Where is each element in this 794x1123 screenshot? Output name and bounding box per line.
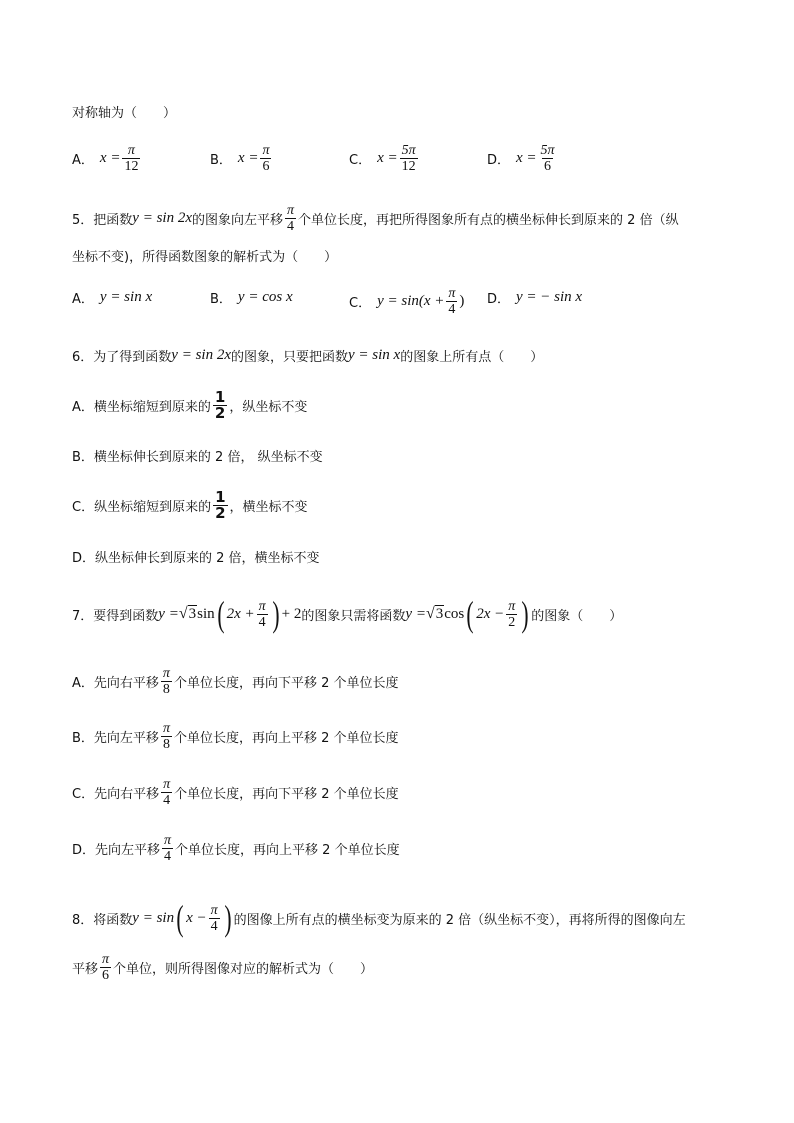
math-expr: 2x − bbox=[476, 605, 505, 622]
fraction bbox=[213, 490, 227, 521]
q6-option-b[interactable] bbox=[72, 446, 323, 465]
option-label: C． bbox=[349, 296, 372, 311]
option-text: ，横坐标不变 bbox=[229, 500, 308, 515]
fraction bbox=[100, 952, 111, 983]
denominator: 4 bbox=[287, 219, 295, 234]
fraction bbox=[161, 777, 172, 808]
q5-option-a[interactable] bbox=[72, 288, 152, 307]
stem-text: 平移 bbox=[72, 962, 99, 977]
option-label: C． bbox=[349, 153, 372, 168]
math-expr: y = sin 2x bbox=[171, 347, 231, 363]
fraction bbox=[539, 143, 557, 174]
option-text: 纵坐标缩短到原来的 bbox=[94, 500, 212, 515]
q8-stem-line1 bbox=[72, 900, 686, 936]
option-text: 先向右平移 bbox=[93, 676, 159, 691]
left-paren: ( bbox=[466, 594, 474, 634]
q5-stem-line2 bbox=[72, 246, 337, 265]
q7-option-b[interactable] bbox=[72, 721, 399, 752]
stem-text: 把函数 bbox=[93, 213, 133, 228]
option-text: ，纵坐标不变 bbox=[229, 400, 308, 415]
option-label: D． bbox=[72, 843, 96, 858]
option-text: 个单位长度，再向上平移 2 个单位长度 bbox=[173, 731, 399, 746]
stem-text: 的图像上所有点的横坐标变为原来的 2 倍（纵坐标不变），再将所得的图像向左 bbox=[233, 912, 686, 928]
option-label: D． bbox=[72, 551, 96, 566]
stem-text: 的图象向左平移 bbox=[192, 213, 284, 228]
stem-text: 要得到函数 bbox=[93, 608, 159, 624]
q5-stem-line1 bbox=[72, 203, 679, 234]
numerator: 1 bbox=[215, 488, 226, 506]
math-expr: y = sin x bbox=[348, 347, 401, 363]
fraction bbox=[162, 833, 173, 864]
stem-text: 的图象上所有点（ ） bbox=[400, 350, 544, 365]
math-func: cos bbox=[444, 605, 465, 622]
stem-text: 将函数 bbox=[93, 912, 133, 928]
q4-stem-text: 对称轴为（ ） bbox=[72, 106, 177, 121]
left-paren: ( bbox=[176, 898, 184, 938]
option-text: 先向左平移 bbox=[95, 843, 161, 858]
numerator: π bbox=[164, 833, 172, 848]
numerator: 1 bbox=[214, 388, 226, 406]
numerator: π bbox=[262, 143, 270, 158]
right-paren: ) bbox=[272, 594, 280, 634]
right-paren: ) bbox=[521, 594, 529, 634]
numerator: π bbox=[287, 203, 295, 218]
denominator: 6 bbox=[262, 159, 270, 174]
denominator: 2 bbox=[508, 614, 516, 630]
fraction bbox=[400, 143, 418, 174]
q7-option-c[interactable] bbox=[72, 777, 399, 808]
q7-option-a[interactable] bbox=[72, 666, 398, 697]
option-text: 个单位长度，再向下平移 2 个单位长度 bbox=[173, 676, 399, 691]
option-label: B． bbox=[210, 292, 232, 307]
stem-text: 个单位长度，再把所得图象所有点的横坐标伸长到原来的 2 倍（纵 bbox=[298, 213, 679, 228]
radicand: 3 bbox=[435, 606, 444, 622]
fraction bbox=[506, 599, 517, 630]
denominator: 4 bbox=[448, 302, 456, 317]
math-expr: ) bbox=[459, 293, 465, 309]
numerator: π bbox=[258, 598, 266, 614]
q6-option-c[interactable] bbox=[72, 490, 308, 521]
option-text: 纵坐标伸长到原来的 2 倍，横坐标不变 bbox=[95, 551, 320, 566]
question-number: 7． bbox=[72, 608, 94, 624]
fraction bbox=[257, 599, 268, 630]
fraction bbox=[260, 143, 271, 174]
option-label: C． bbox=[72, 787, 95, 802]
fraction bbox=[446, 286, 457, 317]
stem-text: 的图象，只要把函数 bbox=[231, 350, 349, 365]
q5-option-c[interactable] bbox=[349, 286, 464, 317]
question-number: 8． bbox=[72, 912, 94, 928]
denominator: 12 bbox=[401, 159, 416, 174]
math-expr: y = sin x bbox=[99, 289, 153, 305]
q4-option-c[interactable] bbox=[349, 143, 420, 174]
stem-text: 个单位，则所得图像对应的解析式为（ ） bbox=[113, 962, 374, 977]
math-expr: y = sin bbox=[132, 909, 175, 926]
denominator: 4 bbox=[164, 849, 172, 864]
q4-option-a[interactable] bbox=[72, 143, 142, 174]
question-number: 6． bbox=[72, 350, 94, 365]
q8-stem-line2 bbox=[72, 952, 373, 983]
numerator: π bbox=[162, 666, 170, 681]
denominator: 6 bbox=[102, 968, 110, 983]
option-label: D． bbox=[487, 153, 511, 168]
numerator: 5π bbox=[401, 143, 416, 158]
q7-stem bbox=[72, 596, 622, 632]
numerator: π bbox=[210, 902, 218, 918]
fraction bbox=[209, 903, 220, 934]
q4-option-d[interactable] bbox=[487, 143, 559, 174]
right-paren: ) bbox=[224, 898, 232, 938]
denominator: 12 bbox=[124, 159, 139, 174]
math-expr: y = bbox=[158, 605, 179, 622]
q5-option-b[interactable] bbox=[210, 288, 293, 307]
q4-stem-tail bbox=[72, 102, 176, 121]
fraction bbox=[161, 721, 172, 752]
q5-option-d[interactable] bbox=[487, 288, 582, 307]
option-text: 个单位长度，再向上平移 2 个单位长度 bbox=[175, 843, 400, 858]
math-lhs: x = bbox=[377, 150, 398, 166]
stem-text: 的图象（ ） bbox=[531, 608, 623, 624]
math-expr: x − bbox=[186, 909, 207, 926]
fraction bbox=[122, 143, 140, 174]
option-text: 先向右平移 bbox=[94, 787, 160, 802]
option-text: 先向左平移 bbox=[93, 731, 159, 746]
option-text: 个单位长度，再向下平移 2 个单位长度 bbox=[174, 787, 399, 802]
q4-option-b[interactable] bbox=[210, 143, 273, 174]
sqrt-symbol: √ 3 bbox=[178, 605, 197, 622]
denominator: 8 bbox=[162, 682, 170, 697]
sqrt-symbol: √ 3 bbox=[425, 605, 444, 622]
option-label: A． bbox=[72, 153, 94, 168]
option-label: A． bbox=[72, 400, 94, 415]
fraction bbox=[161, 666, 172, 697]
q7-option-d[interactable] bbox=[72, 833, 400, 864]
denominator: 8 bbox=[162, 737, 170, 752]
denominator: 2 bbox=[214, 404, 226, 422]
numerator: 5π bbox=[540, 143, 555, 158]
q6-stem bbox=[72, 346, 543, 365]
denominator: 4 bbox=[163, 793, 171, 808]
denominator: 4 bbox=[258, 614, 266, 630]
math-lhs: x = bbox=[516, 150, 537, 166]
q6-option-a[interactable] bbox=[72, 390, 307, 421]
left-paren: ( bbox=[217, 594, 225, 634]
math-expr: 2x + bbox=[226, 605, 255, 622]
option-label: C． bbox=[72, 500, 95, 515]
option-label: A． bbox=[72, 676, 94, 691]
math-expr: y = sin 2x bbox=[132, 210, 192, 226]
fraction bbox=[213, 390, 227, 421]
option-text: 横坐标伸长到原来的 2 倍， 纵坐标不变 bbox=[93, 450, 323, 465]
q6-option-d[interactable] bbox=[72, 547, 320, 566]
denominator: 4 bbox=[210, 918, 218, 934]
numerator: π bbox=[163, 777, 171, 792]
radicand: 3 bbox=[188, 606, 197, 622]
stem-text: 为了得到函数 bbox=[93, 350, 172, 365]
numerator: π bbox=[127, 143, 135, 158]
option-label: B． bbox=[210, 153, 232, 168]
numerator: π bbox=[102, 952, 110, 967]
numerator: π bbox=[448, 286, 456, 301]
math-func: sin bbox=[197, 605, 215, 622]
numerator: π bbox=[162, 721, 170, 736]
math-expr: y = sin(x + bbox=[377, 293, 445, 309]
math-lhs: x = bbox=[237, 150, 259, 166]
question-number: 5． bbox=[72, 213, 94, 228]
numerator: π bbox=[508, 598, 516, 614]
math-expr: y = − sin x bbox=[516, 289, 583, 305]
math-expr: y = bbox=[405, 605, 426, 622]
stem-text: 坐标不变)，所得函数图象的解析式为（ ） bbox=[72, 250, 338, 265]
denominator: 6 bbox=[544, 159, 552, 174]
option-label: D． bbox=[487, 292, 511, 307]
option-label: B． bbox=[72, 450, 94, 465]
stem-text: 的图象只需将函数 bbox=[301, 608, 406, 624]
denominator: 2 bbox=[215, 504, 226, 522]
option-label: A． bbox=[72, 292, 94, 307]
math-lhs: x = bbox=[99, 150, 121, 166]
option-label: B． bbox=[72, 731, 94, 746]
fraction bbox=[285, 203, 296, 234]
math-expr: y = cos x bbox=[237, 289, 293, 305]
option-text: 横坐标缩短到原来的 bbox=[93, 400, 211, 415]
math-expr: + 2 bbox=[281, 605, 302, 622]
